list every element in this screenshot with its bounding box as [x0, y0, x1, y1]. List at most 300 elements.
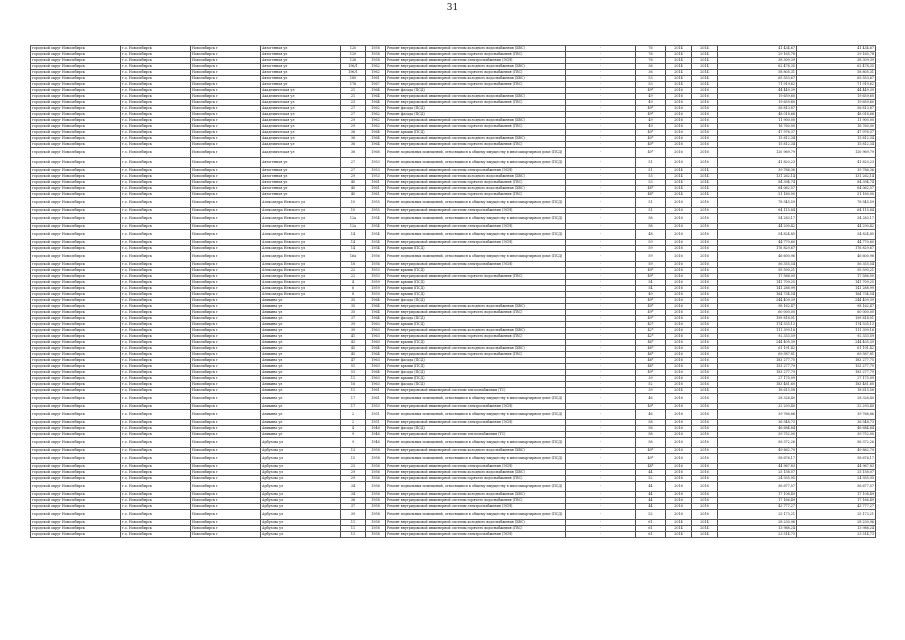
settlement-cell: г.о. Новосибирск [121, 168, 191, 174]
house-number-cell: 29 [341, 124, 366, 130]
total-cost-cell: 28 326,40 [797, 394, 876, 404]
total-cost-cell: 244 409,39 [797, 298, 876, 304]
total-cost-cell: 199 818,01 [797, 316, 876, 322]
end-year-cell: 2016 [692, 394, 718, 404]
street-cell: Автогенная ул [261, 192, 341, 198]
house-number-cell: 35 [341, 310, 366, 316]
note-cell: - [566, 492, 636, 498]
end-year-cell: 2016 [692, 492, 718, 498]
year-cell: 1953 [366, 268, 386, 274]
settlement-cell: г.о. Новосибирск [121, 76, 191, 82]
street-cell: Аникина ул [261, 382, 341, 388]
city-cell: Новосибирск г [191, 180, 261, 186]
start-year-cell: 2014 [666, 526, 692, 532]
start-year-cell: 2016 [666, 448, 692, 454]
street-cell: Александра Невского ул [261, 286, 341, 292]
total-cost-cell: 11 900,00 [797, 118, 876, 124]
settlement-cell: г.о. Новосибирск [121, 304, 191, 310]
end-year-cell: 2014 [692, 186, 718, 192]
total-cost-cell: 44 290,42 [797, 224, 876, 230]
note-cell: - [566, 432, 636, 438]
city-cell: Новосибирск г [191, 246, 261, 252]
city-cell: Новосибирск г [191, 352, 261, 358]
work-type-cell: Ремонт крыши (ПСД) [386, 268, 566, 274]
wear-cell: 40* [636, 142, 666, 148]
note-cell: - [566, 208, 636, 214]
total-cost-cell: 25 158,07 [797, 470, 876, 476]
municipality-cell: городской округ Новосибирск [31, 174, 121, 180]
cost-cell: 183 277,79 [718, 370, 797, 376]
house-number-cell: 47 [341, 358, 366, 364]
house-number-cell: 15 [341, 454, 366, 464]
municipality-cell: городской округ Новосибирск [31, 148, 121, 158]
city-cell: Новосибирск г [191, 492, 261, 498]
cost-cell: 199 818,01 [718, 316, 797, 322]
end-year-cell: 2016 [692, 316, 718, 322]
year-cell: 1955 [366, 208, 386, 214]
start-year-cell: 2014 [666, 64, 692, 70]
note-cell: - [566, 346, 636, 352]
city-cell: Новосибирск г [191, 340, 261, 346]
table-row [31, 438, 876, 448]
municipality-cell: городской округ Новосибирск [31, 532, 121, 538]
year-cell: 1962 [366, 118, 386, 124]
settlement-cell: г.о. Новосибирск [121, 180, 191, 186]
municipality-cell: городской округ Новосибирск [31, 510, 121, 520]
cost-cell: 120 969,79 [718, 148, 797, 158]
cost-cell: 43 777,27 [718, 504, 797, 510]
total-cost-cell: 56 372,26 [797, 438, 876, 448]
city-cell: Новосибирск г [191, 240, 261, 246]
city-cell: Новосибирск г [191, 370, 261, 376]
end-year-cell: 2014 [692, 64, 718, 70]
cost-cell: 28 230,96 [718, 520, 797, 526]
note-cell: - [566, 526, 636, 532]
wear-cell: 44 [636, 504, 666, 510]
total-cost-cell: 174 535,13 [797, 322, 876, 328]
end-year-cell: 2016 [692, 304, 718, 310]
end-year-cell: 2014 [692, 82, 718, 88]
street-cell: Аникина ул [261, 426, 341, 432]
year-cell: 1964 [366, 100, 386, 106]
city-cell: Новосибирск г [191, 64, 261, 70]
city-cell: Новосибирск г [191, 52, 261, 58]
year-cell: 1963 [366, 322, 386, 328]
house-number-cell: 27 [341, 106, 366, 112]
table-row [31, 482, 876, 492]
municipality-cell: городской округ Новосибирск [31, 280, 121, 286]
wear-cell: 49 [636, 100, 666, 106]
municipality-cell: городской округ Новосибирск [31, 82, 121, 88]
total-cost-cell: 16 760,00 [797, 124, 876, 130]
municipality-cell: городской округ Новосибирск [31, 192, 121, 198]
cost-cell: 38 309,39 [718, 58, 797, 64]
start-year-cell: 2016 [666, 498, 692, 504]
end-year-cell: 2016 [692, 262, 718, 268]
settlement-cell: г.о. Новосибирск [121, 482, 191, 492]
start-year-cell: 2014 [666, 532, 692, 538]
start-year-cell: 2016 [666, 118, 692, 124]
cost-cell: 64 062,57 [718, 186, 797, 192]
cost-cell: 92 333,59 [718, 334, 797, 340]
work-type-cell: Ремонт внутридомовой инженерной системы электроснабжения (ЭСН) [386, 404, 566, 410]
table-row [31, 252, 876, 262]
work-type-cell: Ремонт внутридомовой инженерной системы горячего водоснабжения (ГВС) [386, 192, 566, 198]
year-cell: 1958 [366, 520, 386, 526]
municipality-cell: городской округ Новосибирск [31, 464, 121, 470]
table-row [31, 394, 876, 404]
house-number-cell: 9 [341, 438, 366, 448]
municipality-cell: городской округ Новосибирск [31, 224, 121, 230]
work-type-cell: Ремонт фасада (ПСД) [386, 112, 566, 118]
city-cell: Новосибирск г [191, 186, 261, 192]
total-cost-cell: 84 394,74 [797, 180, 876, 186]
house-number-cell: 14 [341, 230, 366, 240]
wear-cell: 49* [636, 112, 666, 118]
year-cell: 1963 [366, 334, 386, 340]
house-number-cell: 14 [341, 246, 366, 252]
house-number-cell: 9 [341, 432, 366, 438]
city-cell: Новосибирск г [191, 420, 261, 426]
settlement-cell: г.о. Новосибирск [121, 130, 191, 136]
work-type-cell: Ремонт внутридомовой инженерной системы электроснабжения (ЭСН) [386, 224, 566, 230]
street-cell: Автогенная ул [261, 168, 341, 174]
street-cell: Арбузова ул [261, 454, 341, 464]
end-year-cell: 2016 [692, 298, 718, 304]
settlement-cell: г.о. Новосибирск [121, 246, 191, 252]
settlement-cell: г.о. Новосибирск [121, 388, 191, 394]
street-cell: Арбузова ул [261, 532, 341, 538]
wear-cell: 49* [636, 404, 666, 410]
year-cell: 1964 [366, 142, 386, 148]
municipality-cell: городской округ Новосибирск [31, 388, 121, 394]
work-type-cell: Ремонт внутридомовой инженерной системы электроснабжения (ЭСН) [386, 168, 566, 174]
table-row [31, 158, 876, 168]
municipality-cell: городской округ Новосибирск [31, 334, 121, 340]
cost-cell: 13 988,24 [718, 526, 797, 532]
work-type-cell: Ремонт крыши (ПСД) [386, 280, 566, 286]
note-cell: - [566, 520, 636, 526]
settlement-cell: г.о. Новосибирск [121, 328, 191, 334]
total-cost-cell: 39 766,86 [797, 410, 876, 420]
street-cell: Арбузова ул [261, 438, 341, 448]
city-cell: Новосибирск г [191, 328, 261, 334]
year-cell: 1964 [366, 130, 386, 136]
table-row [31, 410, 876, 420]
total-cost-cell: 44 967,83 [797, 464, 876, 470]
settlement-cell: г.о. Новосибирск [121, 268, 191, 274]
municipality-cell: городской округ Новосибирск [31, 454, 121, 464]
wear-cell: 58 [636, 438, 666, 448]
note-cell: - [566, 498, 636, 504]
note-cell: - [566, 532, 636, 538]
work-type-cell: Ремонт внутридомовой инженерной системы холодного водоснабжения (ХВС) [386, 304, 566, 310]
municipality-cell: городской округ Новосибирск [31, 94, 121, 100]
city-cell: Новосибирск г [191, 136, 261, 142]
municipality-cell: городской округ Новосибирск [31, 292, 121, 298]
year-cell: 1964 [366, 94, 386, 100]
wear-cell: 54 [636, 280, 666, 286]
start-year-cell: 2016 [666, 482, 692, 492]
start-year-cell: 2016 [666, 370, 692, 376]
total-cost-cell: 28 230,96 [797, 520, 876, 526]
work-type-cell: Ремонт внутридомовой инженерной системы холодного водоснабжения (ХВС) [386, 346, 566, 352]
work-type-cell: Ремонт подвальных помещений, относящихся к общему имуществу в многоквартирном доме (ПСД) [386, 394, 566, 404]
start-year-cell: 2014 [666, 70, 692, 76]
municipality-cell: городской округ Новосибирск [31, 46, 121, 52]
house-number-cell: 35 [341, 298, 366, 304]
work-type-cell: Ремонт внутридомовой инженерной системы холодного водоснабжения (ХВС) [386, 46, 566, 52]
year-cell: 1962 [366, 70, 386, 76]
work-type-cell: Ремонт подвальных помещений, относящихся к общему имуществу в многоквартирном доме (ПСД) [386, 510, 566, 520]
street-cell: Академическая ул [261, 112, 341, 118]
city-cell: Новосибирск г [191, 274, 261, 280]
total-cost-cell: 69 587,81 [797, 352, 876, 358]
house-number-cell: 11 [341, 526, 366, 532]
total-cost-cell: 244 405,39 [797, 340, 876, 346]
note-cell: - [566, 286, 636, 292]
street-cell: Александра Невского ул [261, 274, 341, 280]
municipality-cell: городской округ Новосибирск [31, 180, 121, 186]
year-cell: 1956 [366, 252, 386, 262]
total-cost-cell: 44 770,60 [797, 240, 876, 246]
street-cell: Арбузова ул [261, 448, 341, 454]
street-cell: Арбузова ул [261, 520, 341, 526]
start-year-cell: 2016 [666, 404, 692, 410]
year-cell: 1964 [366, 352, 386, 358]
work-type-cell: Ремонт фасада (ПСД) [386, 358, 566, 364]
cost-cell: 17 108,49 [718, 492, 797, 498]
work-type-cell: Ремонт внутридомовой инженерной системы холодного водоснабжения (ХВС) [386, 186, 566, 192]
city-cell: Новосибирск г [191, 448, 261, 454]
end-year-cell: 2016 [692, 224, 718, 230]
total-cost-cell: 27 175,09 [797, 376, 876, 382]
house-number-cell: 16 [341, 382, 366, 388]
total-cost-cell: 46 600,96 [797, 252, 876, 262]
municipality-cell: городской округ Новосибирск [31, 410, 121, 420]
total-cost-cell: 19 659,60 [797, 100, 876, 106]
year-cell: 1964 [366, 136, 386, 142]
start-year-cell: 2016 [666, 268, 692, 274]
year-cell: 1958 [366, 504, 386, 510]
settlement-cell: г.о. Новосибирск [121, 100, 191, 106]
year-cell: 1958 [366, 46, 386, 52]
end-year-cell: 2016 [692, 376, 718, 382]
work-type-cell: Ремонт подвальных помещений, относящихся к общему имуществу в многоквартирном доме (ПСД) [386, 158, 566, 168]
settlement-cell: г.о. Новосибирск [121, 520, 191, 526]
municipality-cell: городской округ Новосибирск [31, 214, 121, 224]
note-cell: - [566, 112, 636, 118]
house-number-cell: 39 [341, 322, 366, 328]
wear-cell: 59 [636, 252, 666, 262]
end-year-cell: 2014 [692, 532, 718, 538]
start-year-cell: 2016 [666, 286, 692, 292]
wear-cell: 58 [636, 420, 666, 426]
end-year-cell: 2016 [692, 470, 718, 476]
wear-cell: 58 [636, 214, 666, 224]
note-cell: - [566, 64, 636, 70]
note-cell: - [566, 198, 636, 208]
note-cell: - [566, 224, 636, 230]
note-cell: - [566, 304, 636, 310]
start-year-cell: 2016 [666, 358, 692, 364]
street-cell: Александра Невского ул [261, 230, 341, 240]
city-cell: Новосибирск г [191, 262, 261, 268]
cost-cell: 56 813,87 [718, 106, 797, 112]
city-cell: Новосибирск г [191, 174, 261, 180]
settlement-cell: г.о. Новосибирск [121, 510, 191, 520]
work-type-cell: Ремонт внутридомовой инженерной системы горячего водоснабжения (ГВС) [386, 180, 566, 186]
start-year-cell: 2016 [666, 274, 692, 280]
year-cell: 1953 [366, 404, 386, 410]
wear-cell: 48* [636, 464, 666, 470]
note-cell: - [566, 136, 636, 142]
settlement-cell: г.о. Новосибирск [121, 88, 191, 94]
start-year-cell: 2016 [666, 382, 692, 388]
city-cell: Новосибирск г [191, 498, 261, 504]
house-number-cell: 22 [341, 268, 366, 274]
start-year-cell: 2016 [666, 510, 692, 520]
municipality-cell: городской округ Новосибирск [31, 52, 121, 58]
year-cell: 1955 [366, 198, 386, 208]
settlement-cell: г.о. Новосибирск [121, 476, 191, 482]
work-type-cell: Ремонт внутридомовой инженерной системы теплоснабжения (ТС) [386, 432, 566, 438]
city-cell: Новосибирск г [191, 118, 261, 124]
cost-cell: 153 277,79 [718, 364, 797, 370]
house-number-cell: 120 [341, 46, 366, 52]
end-year-cell: 2016 [692, 198, 718, 208]
wear-cell: 48* [636, 186, 666, 192]
work-type-cell: Ремонт внутридомовой инженерной системы горячего водоснабжения (ГВС) [386, 334, 566, 340]
settlement-cell: г.о. Новосибирск [121, 136, 191, 142]
total-cost-cell: 95 590,21 [797, 268, 876, 274]
start-year-cell: 2016 [666, 334, 692, 340]
start-year-cell: 2016 [666, 106, 692, 112]
house-number-cell: 23 [341, 100, 366, 106]
total-cost-cell: 49 862,79 [797, 448, 876, 454]
total-cost-cell: 38 309,39 [797, 58, 876, 64]
end-year-cell: 2016 [692, 230, 718, 240]
note-cell: - [566, 370, 636, 376]
house-number-cell: 176 [341, 82, 366, 88]
house-number-cell: 17 [341, 404, 366, 410]
end-year-cell: 2016 [692, 476, 718, 482]
end-year-cell: 2016 [692, 448, 718, 454]
year-cell: 1963 [366, 382, 386, 388]
wear-cell: 51 [636, 198, 666, 208]
municipality-cell: городской округ Новосибирск [31, 168, 121, 174]
wear-cell: 53 [636, 180, 666, 186]
work-type-cell: Ремонт внутридомовой инженерной системы горячего водоснабжения (ГВС) [386, 82, 566, 88]
table-row [31, 454, 876, 464]
city-cell: Новосибирск г [191, 208, 261, 214]
cost-cell: 46 684,84 [718, 426, 797, 432]
municipality-cell: городской округ Новосибирск [31, 286, 121, 292]
cost-cell: 23 514,73 [718, 532, 797, 538]
house-number-cell: 4 [341, 426, 366, 432]
start-year-cell: 2016 [666, 246, 692, 252]
year-cell: 1956 [366, 262, 386, 268]
end-year-cell: 2014 [692, 180, 718, 186]
settlement-cell: г.о. Новосибирск [121, 464, 191, 470]
house-number-cell: 36 [341, 130, 366, 136]
work-type-cell: Ремонт внутридомовой инженерной системы электроснабжения (ЭСН) [386, 464, 566, 470]
municipality-cell: городской округ Новосибирск [31, 376, 121, 382]
end-year-cell: 2016 [692, 136, 718, 142]
wear-cell: 46* [636, 364, 666, 370]
end-year-cell: 2014 [692, 76, 718, 82]
total-cost-cell: 15 812,34 [797, 142, 876, 148]
total-cost-cell: 64 115,84 [797, 208, 876, 214]
cost-cell: 141 288,99 [718, 286, 797, 292]
wear-cell: 49* [636, 316, 666, 322]
wear-cell: 36 [636, 64, 666, 70]
end-year-cell: 2016 [692, 322, 718, 328]
city-cell: Новосибирск г [191, 292, 261, 298]
street-cell: Александра Невского ул [261, 198, 341, 208]
total-cost-cell: 183 481,60 [797, 382, 876, 388]
house-number-cell: 37 [341, 316, 366, 322]
house-number-cell: 12а [341, 224, 366, 230]
cost-cell: 15 812,34 [718, 136, 797, 142]
total-cost-cell: 47 976,37 [797, 130, 876, 136]
house-number-cell: 10 [341, 208, 366, 214]
street-cell: Александра Невского ул [261, 280, 341, 286]
settlement-cell: г.о. Новосибирск [121, 334, 191, 340]
work-type-cell: Ремонт фасада (ПСД) [386, 298, 566, 304]
note-cell: - [566, 52, 636, 58]
street-cell: Академическая ул [261, 94, 341, 100]
end-year-cell: 2016 [692, 404, 718, 410]
wear-cell: 61 [636, 532, 666, 538]
total-cost-cell: 64 062,57 [797, 186, 876, 192]
end-year-cell: 2016 [692, 246, 718, 252]
city-cell: Новосибирск г [191, 230, 261, 240]
work-type-cell: Ремонт внутридомовой инженерной системы холодного водоснабжения (ХВС) [386, 94, 566, 100]
house-number-cell: 29 [341, 174, 366, 180]
year-cell: 1951 [366, 410, 386, 420]
end-year-cell: 2014 [692, 174, 718, 180]
house-number-cell: 45 [341, 346, 366, 352]
city-cell: Новосибирск г [191, 112, 261, 118]
start-year-cell: 2016 [666, 352, 692, 358]
wear-cell: 61 [636, 526, 666, 532]
cost-cell: 244 405,39 [718, 340, 797, 346]
house-number-cell: 53 [341, 370, 366, 376]
wear-cell: 49* [636, 268, 666, 274]
city-cell: Новосибирск г [191, 364, 261, 370]
cost-cell: 56 355,54 [718, 262, 797, 268]
house-number-cell: 35 [341, 304, 366, 310]
note-cell: - [566, 252, 636, 262]
work-type-cell: Ремонт внутридомовой инженерной системы холодного водоснабжения (ХВС) [386, 76, 566, 82]
city-cell: Новосибирск г [191, 148, 261, 158]
note-cell: - [566, 340, 636, 346]
city-cell: Новосибирск г [191, 510, 261, 520]
municipality-cell: городской округ Новосибирск [31, 394, 121, 404]
end-year-cell: 2016 [692, 240, 718, 246]
start-year-cell: 2016 [666, 142, 692, 148]
street-cell: Академическая ул [261, 142, 341, 148]
house-number-cell: 17 [341, 394, 366, 404]
cost-cell: 36 548,73 [718, 420, 797, 426]
total-cost-cell: 17 166,49 [797, 498, 876, 504]
wear-cell: 42* [636, 334, 666, 340]
total-cost-cell: 92 333,59 [797, 334, 876, 340]
work-type-cell: Ремонт подвальных помещений, относящихся к общему имуществу в многоквартирном доме (ПСД) [386, 252, 566, 262]
note-cell: - [566, 404, 636, 410]
note-cell: - [566, 420, 636, 426]
